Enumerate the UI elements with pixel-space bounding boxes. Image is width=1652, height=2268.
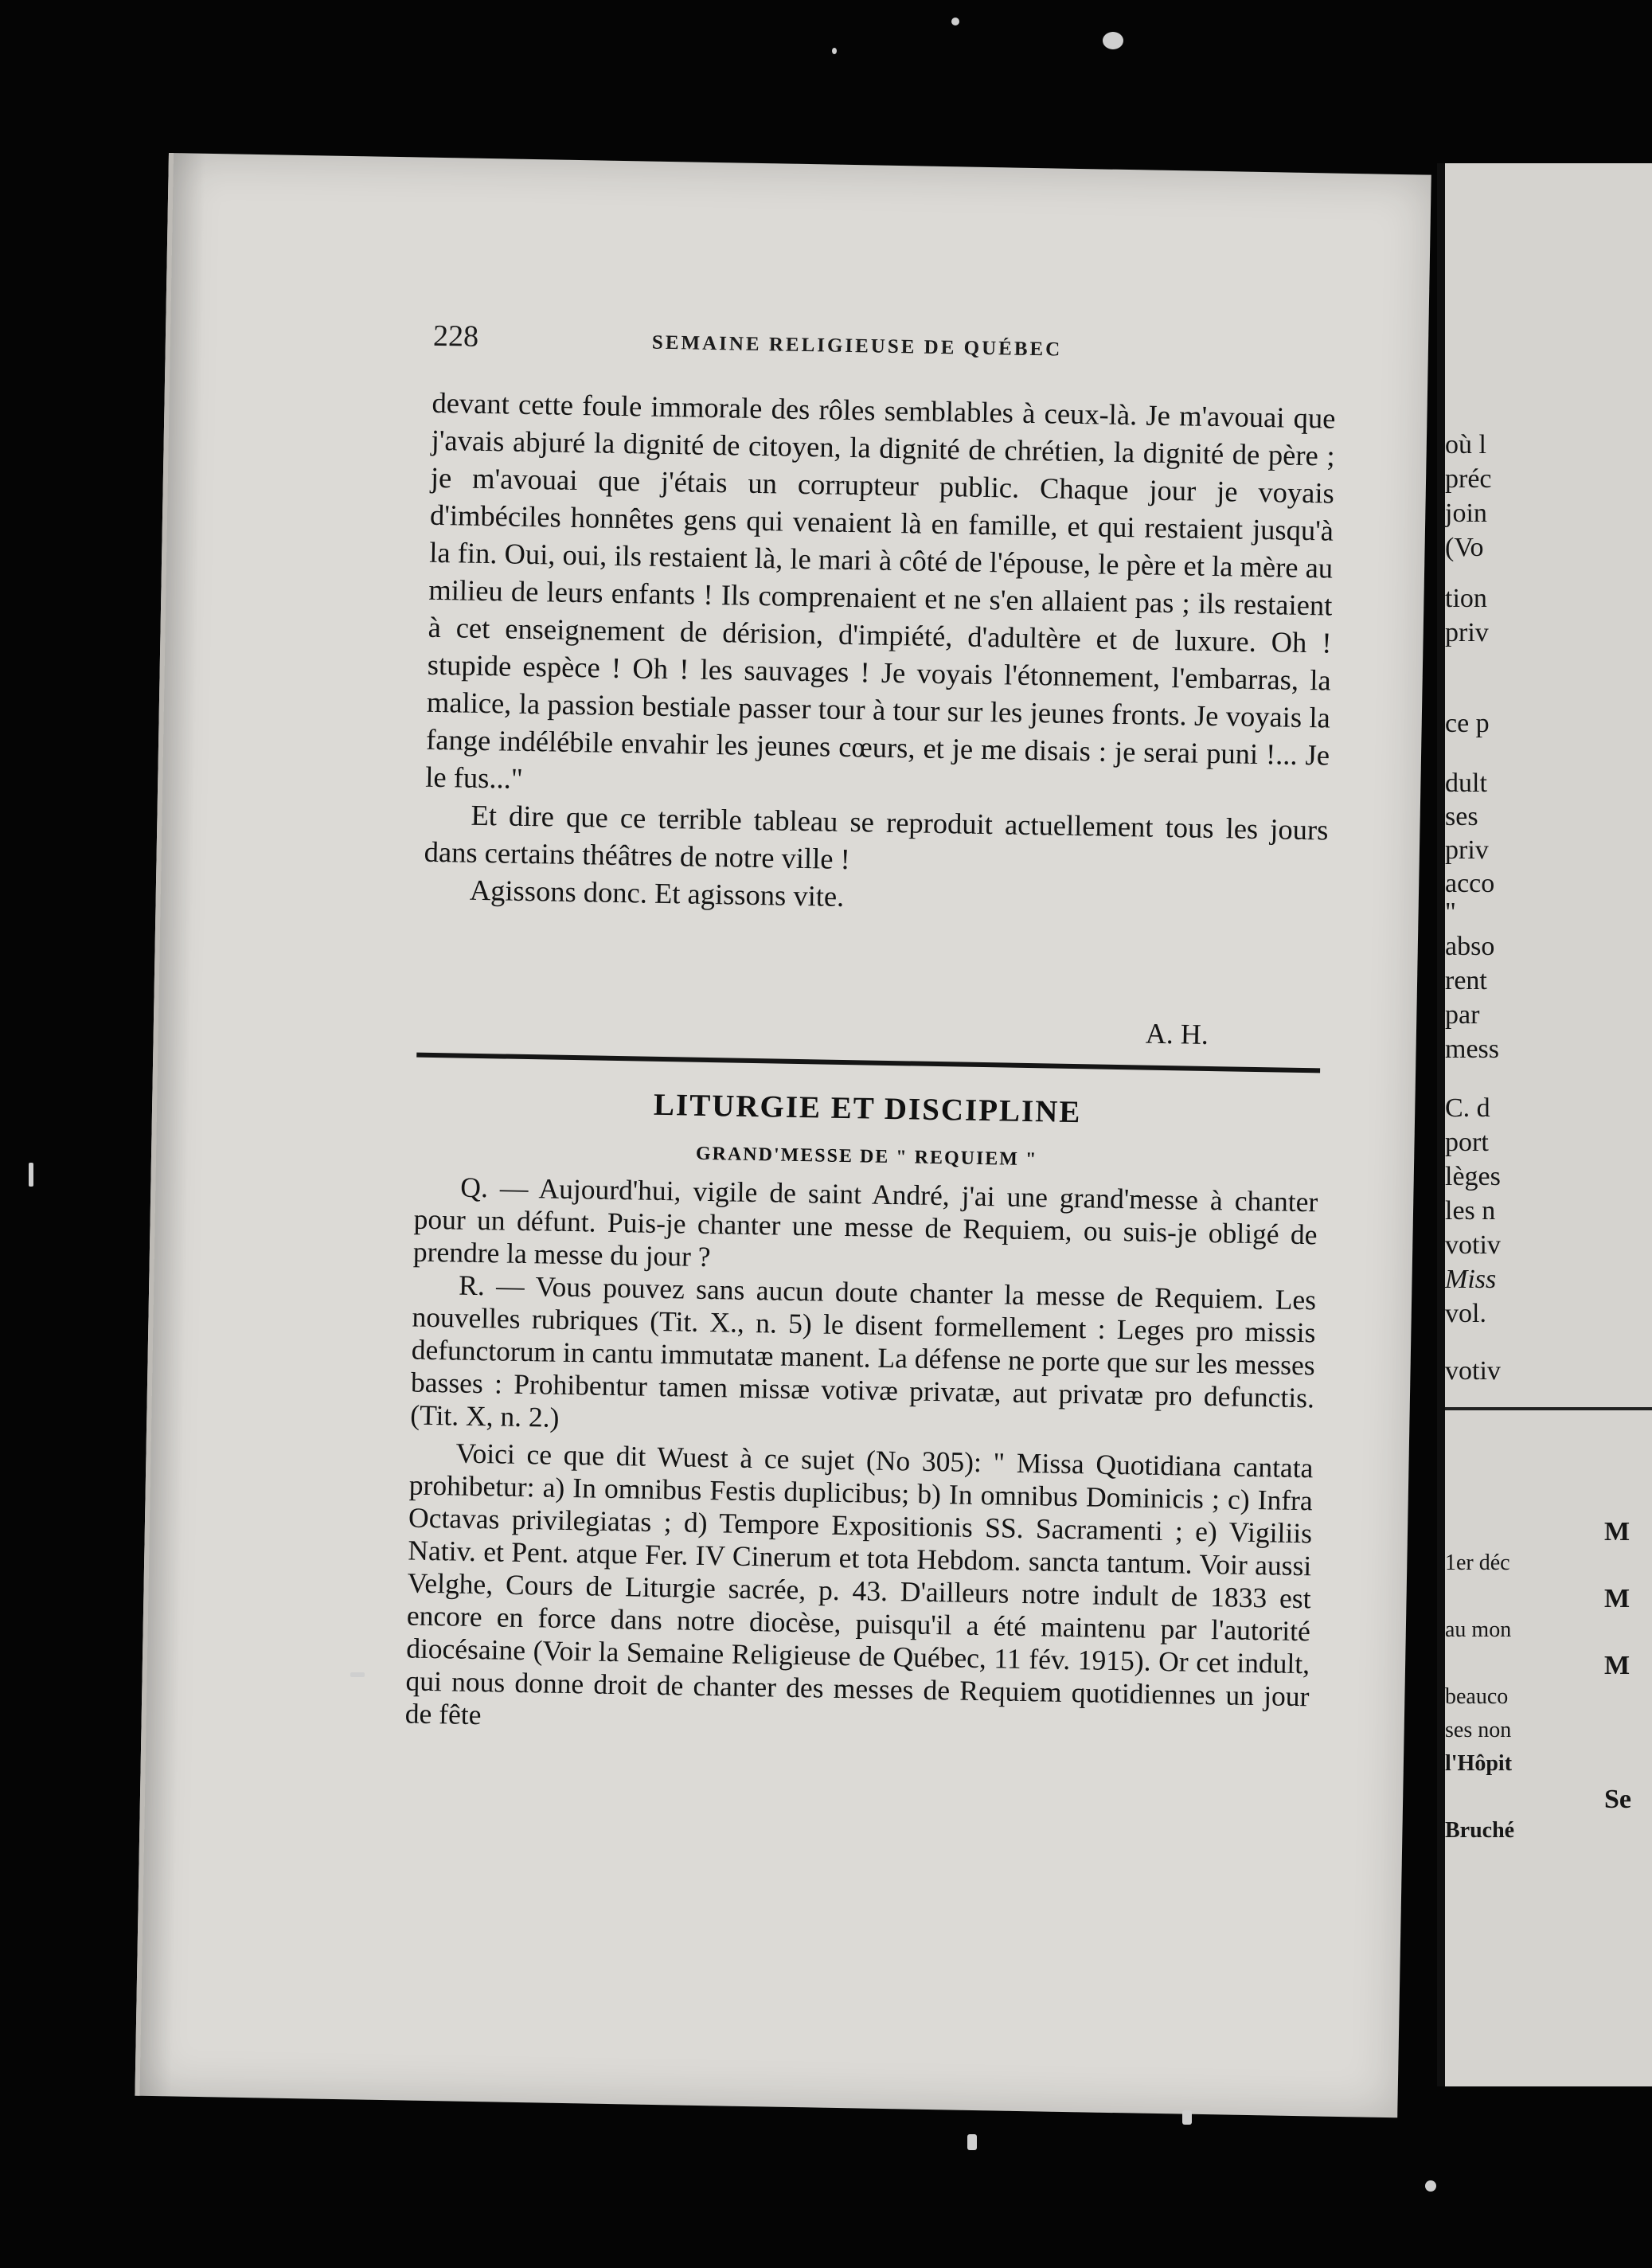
adjacent-page-line: C. d	[1445, 1093, 1490, 1123]
scan-speck	[350, 1672, 365, 1677]
adjacent-page-line: par	[1445, 1000, 1480, 1030]
adjacent-page-line: Miss	[1445, 1265, 1497, 1294]
scan-speck	[1103, 32, 1123, 49]
adjacent-page-line: tion	[1445, 584, 1487, 613]
adjacent-page-line: M	[1604, 1584, 1631, 1613]
running-title: SEMAINE RELIGIEUSE DE QUÉBEC	[651, 331, 1063, 361]
question-paragraph: Q. — Aujourd'hui, vigile de saint André, j'ai une grand'messe à chanter pour un défunt. Puis-je chanter une messe de Requiem, ou suis-je obligé de prendre la messe du jour ?	[412, 1171, 1318, 1273]
adjacent-page-line: join	[1445, 499, 1487, 528]
adjacent-page-line: acco	[1445, 869, 1495, 898]
adjacent-page-line: M	[1604, 1651, 1631, 1680]
page-header	[433, 319, 1310, 373]
adjacent-page-line: ses	[1445, 802, 1478, 831]
quote-paragraph: Voici ce que dit Wuest à ce sujet (No 305): " Missa Quotidiana cantata prohibetur: a) In omnibus Festis duplicibus; b) In omnibus Dominicis ; c) Infra Octavas privilegiatas ; d) Tempore Expositionis SS. Sacramenti ; e) Vigiliis Nativ. et Pent. atque Fer. IV Cinerum et tota Hebdom. sancta tantum. Voir aussi Velghe, Cours de Liturgie sacrée, p. 43. D'ailleurs notre indult de 1833 est encore en force dans notre diocèse, puisqu'il a été maintenu par l'autorité diocésaine (Voir la Semaine Religieuse de Québec, 11 fév. 1915). Or cet indult, qui nous donne droit de chanter des messes de Requiem quotidiennes un jour de fête	[404, 1437, 1314, 1731]
article-paragraph: Et dire que ce terrible tableau se reproduit actuellement tous les jours dans certains théâtres de notre ville !	[424, 798, 1329, 876]
adjacent-page-line: ce p	[1445, 709, 1490, 738]
section-divider	[416, 1053, 1320, 1073]
adjacent-page-line: dult	[1445, 768, 1487, 798]
article-body	[424, 384, 1336, 924]
adjacent-page-line: "	[1445, 897, 1456, 927]
adjacent-page-line: lèges	[1445, 1162, 1501, 1191]
adjacent-page-line: vol.	[1445, 1299, 1486, 1328]
adjacent-page-line: au mon	[1445, 1617, 1512, 1642]
article-paragraph: Agissons donc. Et agissons vite.	[469, 873, 845, 913]
scan-speck	[951, 18, 959, 25]
adjacent-page	[1437, 163, 1652, 2086]
scan-speck	[1182, 2110, 1192, 2125]
adjacent-page-divider	[1445, 1407, 1652, 1410]
qa-body	[404, 1171, 1318, 1746]
adjacent-page-line: votiv	[1445, 1230, 1501, 1260]
adjacent-page-line: où l	[1445, 430, 1486, 459]
adjacent-page-line: mess	[1445, 1034, 1499, 1064]
scan-speck	[832, 48, 837, 54]
section-title: LITURGIE ET DISCIPLINE	[653, 1087, 1082, 1130]
adjacent-page-line: préc	[1445, 464, 1492, 494]
article-paragraph: devant cette foule immorale des rôles semblables à ceux-là. Je m'avouai que j'avais abjuré la dignité de citoyen, la dignité de chrétien, la dignité de père ; je m'avouai que j'étais un corrupteur public. Chaque jour je voyais d'imbéciles honnêtes gens qui venaient là en famille, et qui restaient jusqu'à la fin. Oui, oui, ils restaient là, le mari à côté de l'épouse, le père et la mère au milieu de leurs enfants ! Ils comprenaient et ne s'en allaient pas ; ils restaient à cet enseignement de dérision, d'impiété, d'adultère et de luxure. Oh ! stupide espèce ! Oh ! les sauvages ! Je voyais l'étonnement, l'embarras, la malice, la passion bestiale passer tour à tour sur les jeunes fronts. Je voyais la fange indélébile envahir les jeunes cœurs, et je me disais : je serai puni !... Je le fus..."	[425, 385, 1336, 795]
adjacent-page-line: votiv	[1445, 1356, 1501, 1386]
adjacent-page-line: Bruché	[1445, 1818, 1515, 1843]
adjacent-page-line: priv	[1445, 618, 1489, 647]
adjacent-page-line: les n	[1445, 1196, 1496, 1226]
adjacent-page-line: 1er déc	[1445, 1550, 1510, 1575]
answer-paragraph: R. — Vous pouvez sans aucun doute chanter la messe de Requiem. Les nouvelles rubriques (Tit. X., n. 5) le disent formellement : Leges pro missis defunctorum in cantu immutatæ manent. La défense ne porte que sur les messes basses : Prohibentur tamen missæ votivæ privatæ, aut privatæ pro defunctis. (Tit. X, n. 2.)	[410, 1269, 1317, 1433]
adjacent-page-line: ses non	[1445, 1718, 1512, 1742]
adjacent-page-line: (Vo	[1445, 533, 1484, 562]
adjacent-page-line: port	[1445, 1128, 1489, 1157]
section-subtitle: GRAND'MESSE DE " REQUIEM "	[695, 1143, 1038, 1171]
adjacent-page-line: Se	[1604, 1785, 1631, 1814]
adjacent-page-line: rent	[1445, 966, 1487, 995]
article-signature: A. H.	[1145, 1017, 1209, 1050]
scan-speck	[29, 1163, 33, 1187]
scan-speck	[1425, 2180, 1436, 2192]
adjacent-page-line: priv	[1445, 835, 1489, 865]
scan-speck	[967, 2134, 977, 2150]
adjacent-page-line: M	[1604, 1517, 1631, 1547]
page-number: 228	[432, 319, 479, 354]
adjacent-page-line: abso	[1445, 932, 1495, 961]
adjacent-page-line: l'Hôpit	[1445, 1751, 1513, 1776]
adjacent-page-line: beauco	[1445, 1684, 1509, 1709]
page	[135, 153, 1431, 2117]
